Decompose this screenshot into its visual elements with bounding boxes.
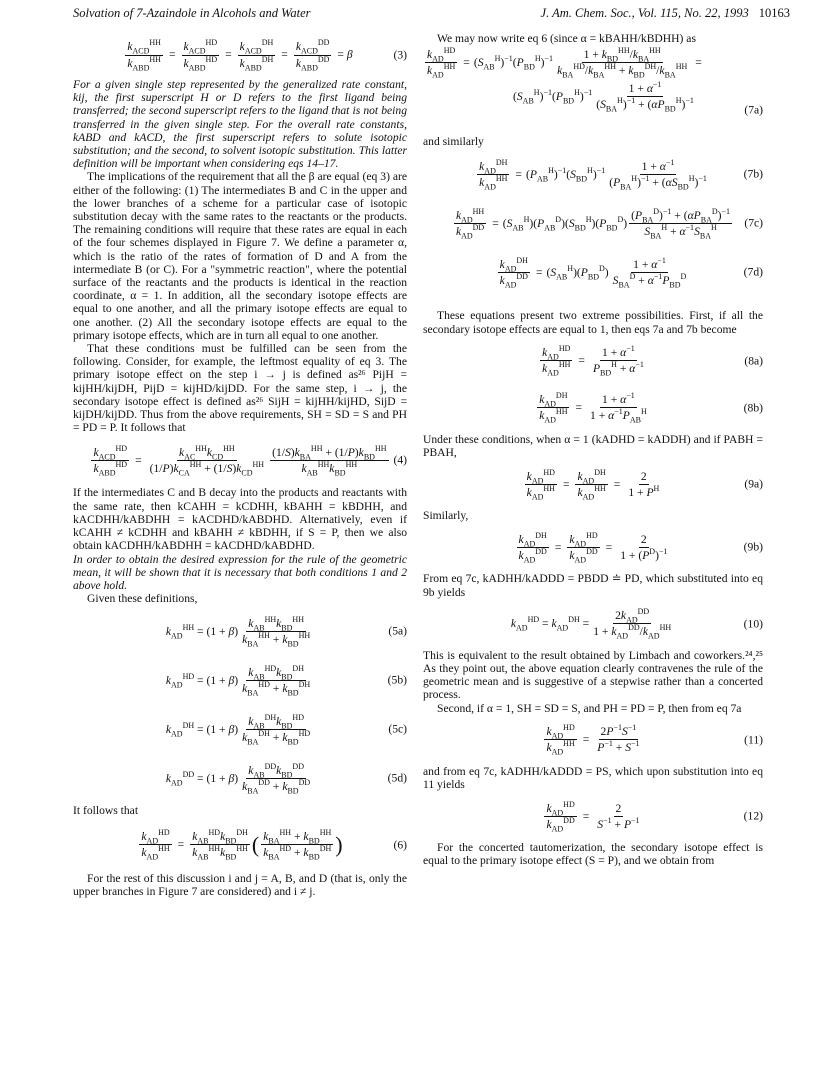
equation-5a: $k_{AD}^{HH} = (1 + \beta)$ $\frac{k_{AB}^{HH}k_{BD}^{HH}}{k_{BA}^{HH} + k_{BD}^{HH}}$ (5a) [165,614,407,649]
equation-number: (5c) [388,722,407,736]
equation-5b: $k_{AD}^{HD} = (1 + \beta)$ $\frac{k_{AB}^{HD}k_{BD}^{DH}}{k_{BA}^{HD} + k_{BD}^{DH}}$ (5b) [165,663,407,698]
paragraph: and from eq 7c, kADHH/kADDD = PS, which upon substitution into eq 11 yields [423,764,763,792]
paragraph: The implications of the requirement that all the β are equal (eq 3) are either of the following: (1) The intermediates B and C in the upper and the lower branches of a scheme for a particular case of isotopic substitution decay with the same rates to the reactants or the products. The remaining conditions will require that these rates are equal in each of the four schemes displayed in Figure 7. We define a parameter α, which is the ratio of the rates of formation of D and A from the intermediate B (or C). For a "symmetric reaction", where the potential surface of the reactants and the products is identical in the reaction coordinate, α = 1. In addition, all the secondary isotope effects are equal to one another, and all the primary isotope effects are equal to one another. (2) All the secondary isotope effects are equal to the primary isotope effects, which are in turn all equal to one another. [73,170,407,342]
page-number: 10163 [758,6,790,20]
paragraph: That these conditions must be fulfilled can be seen from the following. Consider, for example, the leftmost equality of eq 3. The primary isotope effect on the step i → j is defined as²⁶ PijH = kijHH/kijDH, PijD = kijHD/kijDD. For the same step, i → j, the secondary isotope effect is defined as²⁶ SijH = kijHH/kijHD, SijD = kijDH/kijDD. Thus from the above requirements, SH = SD = S and PH = PD = P. It follows that [73,342,407,435]
equation-10: $k_{AD}^{HD} = k_{AD}^{DH}$ = $\frac{2k_{AD}^{DD}}{1 + k_{AD}^{DD}/k_{AD}^{HH}}$ (10) [510,607,763,641]
paragraph: In order to obtain the desired expression for the rule of the geometric mean, it will be shown that it is necessary that both conditions 1 and 2 above hold. [73,552,407,592]
paragraph: We may now write eq 6 (since α = kBAHH/kBDHH) as [437,32,696,45]
header-article-title: Solvation of 7-Azaindole in Alcohols and Water [73,6,311,20]
equation-8b: $\frac{k_{AD}^{DH}}{k_{AD}^{HH}}$ = $\frac{1 + \alpha^{-1}}{1 + \alpha^{-1}P_{AB}^H}$ (8b) [539,391,763,425]
equation-6: $\frac{k_{AD}^{HD}}{k_{AD}^{HH}}$ = $\frac{k_{AB}^{HD}k_{BD}^{DH}}{k_{AB}^{HH}k_{BD}^{HH}}$ ( $\frac{k_{BA}^{HH} + k_{BD}^{HH}}{k_{BA}^{HD} + k_{BD}^{DH}}$ ) (6) [141,827,407,862]
paragraph: Given these definitions, [87,592,198,606]
equation-9b: $\frac{k_{AD}^{DH}}{k_{AD}^{DD}}$ = $\frac{k_{AD}^{HD}}{k_{AD}^{DD}}$ = $\frac{2}{1 + (P^D)^{-1}}$ (9b) [518,530,763,565]
equation-7d: $\frac{k_{AD}^{DH}}{k_{AD}^{DD}}$ = $(S_{AB}^H)(P_{BD}^D)$ $\frac{1 + \alpha^{-1}}{S_{BA}^D + \alpha^{-1}P_{BD}^D}$ (7d) [499,255,763,290]
equation-number: (9b) [743,540,763,554]
equation-3: $\frac{k_{ACD}^{HH}}{k_{ABD}^{HH}}$ = $\frac{k_{ACD}^{HD}}{k_{ABD}^{HD}}$ = $\frac{k_{ACD}^{DH}}{k_{ABD}^{DH}}$ = $\frac{k_{ACD}^{DD}}{k_{ABD}^{DD}}$ = β (3) [127,38,407,72]
paragraph: Second, if α = 1, SH = SD = S, and PH = PD = P, then from eq 7a [437,701,742,715]
equation-number: (8a) [744,354,763,368]
equation-number: (7b) [743,167,763,181]
paragraph: For a given single step represented by the generalized rate constant, kij, the first superscript H or D refers to the first ligand being transferred; the second superscript refers to the ligand that is not being transferred in the given single step. For the overall rate constants, kABD and kACD, the first superscript refers to solute isotopic substitution; and the second, to solvent isotopic substitution. This latter definition will be important when considering eqs 14–17. [73,78,407,171]
header-journal-citation: J. Am. Chem. Soc., Vol. 115, No. 22, 1993 10163 [540,6,790,20]
equation-number: (8b) [743,401,763,415]
paragraph: From eq 7c, kADHH/kADDD = PBDD ≐ PD, which substituted into eq 9b yields [423,572,763,599]
equation-number: (5a) [388,624,407,638]
equation-number: (11) [744,733,763,747]
equation-5c: $k_{AD}^{DH} = (1 + \beta)$ $\frac{k_{AB}^{DH}k_{BD}^{HD}}{k_{BA}^{DH} + k_{BD}^{HD}}$ (5c) [165,712,407,747]
left-column [73,32,407,898]
equation-12: $\frac{k_{AD}^{HD}}{k_{AD}^{DD}}$ = $\frac{2}{S^{-1} + P^{-1}}$ (12) [546,799,763,834]
paragraph: If the intermediates C and B decay into the products and reactants with the same rate, then kCAHH = kCDHH, kBAHH = kBDHH, and kACDHH/kABDHH = kACDHD/kABDHD. Alternatively, even if kCAHH ≠ kCDHH and kBAHH ≠ kBDHH, if S = P, then we also obtain kACDHH/kABDHH = kACDHD/kABDHD. [73,486,407,553]
equation-number: (6) [393,837,407,851]
equation-7b: $\frac{k_{AD}^{DH}}{k_{AD}^{HH}}$ = $(P_{AB}^H)^{-1}(S_{BD}^H)^{-1}$ $\frac{1 + \alpha^{-1}}{(P_{BA}^H)^{-1} + (\alpha S_{BD}^H)^{-1}}$ (7b) [479,157,763,192]
equation-9a: $\frac{k_{AD}^{HD}}{k_{AD}^{HH}}$ = $\frac{k_{AD}^{DH}}{k_{AD}^{HH}}$ = $\frac{2}{1 + P^H}$ (9a) [526,467,763,502]
equation-number: (4) [393,453,407,467]
equation-number: (7a) [744,103,763,117]
equation-number: (3) [393,48,407,62]
paragraph: For the concerted tautomerization, the secondary isotope effect is equal to the primary isotope effect (S = P), and we obtain from [423,841,763,868]
equation-11: $\frac{k_{AD}^{HD}}{k_{AD}^{HH}}$ = $\frac{2P^{-1}S^{-1}}{P^{-1} + S^{-1}}$ (11) [546,723,763,757]
running-header [73,6,790,24]
equation-number: (12) [743,809,763,823]
equation-4: $\frac{k_{ACD}^{HD}}{k_{ABD}^{HD}}$ = $\frac{k_{AC}^{HH}k_{CD}^{HH}}{(1/P)k_{CA}^{HH} + (1/S)k_{CD}^{HH}}$ $\frac{(1/S)k_{BA}^{HH} + (1/P)k_{BD}^{HH}}{k_{AB}^{HH}k_{BD}^{HH}}$ (4) [93,443,407,478]
paragraph: These equations present two extreme possibilities. First, if all the secondary isotope effects are equal to 1, then eqs 7a and 7b become [423,309,763,336]
paragraph: For the rest of this discussion i and j = A, B, and D (that is, only the upper branches in Figure 7 are considered) and i ≠ j. [73,871,407,898]
paragraph: It follows that [73,804,139,818]
equation-7c: $\frac{k_{AD}^{HH}}{k_{AD}^{DD}}$ = $(S_{AB}^H)(P_{AB}^D)(S_{BD}^H)(P_{BD}^D)$ $\frac{(P_{BA}^D)^{-1} + (\alpha P_{BA}^D)^{-1}}{S_{BA}^H + \alpha^{-1}S_{BA}^H}$ (7c) [455,206,763,241]
equation-number: (7d) [743,265,763,279]
equation-8a: $\frac{k_{AD}^{HD}}{k_{AD}^{HH}}$ = $\frac{1 + \alpha^{-1}}{P_{BD}^H + \alpha^{-1}}$ (8a) [542,344,763,378]
equation-5d: $k_{AD}^{DD} = (1 + \beta)$ $\frac{k_{AB}^{DD}k_{BD}^{DD}}{k_{BA}^{DD} + k_{BD}^{DD}}$ (5d) [165,761,407,796]
equation-number: (7c) [744,216,763,230]
right-column [423,32,763,868]
paragraph: Similarly, [423,509,469,523]
equation-number: (9a) [744,477,763,491]
equation-number: (5d) [387,771,407,785]
paragraph: This is equivalent to the result obtained by Limbach and coworkers.²⁴,²⁵ As they point out, the above equation clearly contravenes the rule of the geometric mean and is suggestive of a stepwise rather than a concerted process. [423,648,763,702]
paragraph: and similarly [423,135,484,149]
paragraph: Under these conditions, when α = 1 (kADHD = kADDH) and if PABH = PBAH, [423,432,763,460]
equation-7a: $\frac{k_{AD}^{HD}}{k_{AD}^{HH}}$ = $(S_{AB}^H)^{-1}(P_{BD}^H)^{-1}$ $\frac{1 + k_{BD}^{HH}/k_{BA}^{HH}}{k_{BA}^{HD}/k_{BA}^{HH} + k_{BD}^{DH}/k_{BA}^{HH}}$ = $(S_{AB}^H)^{-1}(P_{BD}^H)^{-1}$ $\frac{1 + \alpha^{-1}}{(S_{BA}^H)^{-1} + (\alpha P_{BD}^H)^{-1}}$ (7a) [427,46,763,117]
equation-number: (5b) [387,673,407,687]
equation-number: (10) [743,617,763,631]
